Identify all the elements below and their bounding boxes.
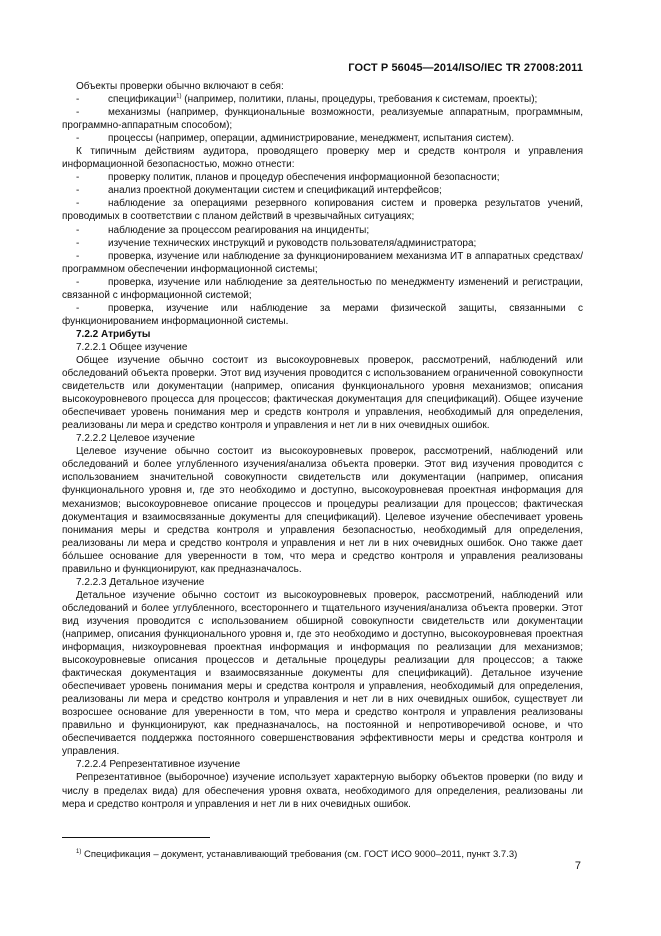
page-content bbox=[62, 80, 583, 811]
footnote-ref: 1) bbox=[176, 93, 182, 100]
document-header: ГОСТ Р 56045—2014/ISO/IEC TR 27008:2011 bbox=[348, 62, 583, 74]
page-number: 7 bbox=[574, 860, 581, 872]
list-item: - спецификации$^{1)}$ (например, политики, планы, процедуры, требования к системам, проекты); bbox=[76, 93, 538, 106]
list-dash: - bbox=[76, 302, 80, 314]
footnote: $^{1)}$ Спецификация – документ, устанавливающий требования (см. ГОСТ ИСО 9000–2011, пункт 3.7.3) bbox=[76, 848, 518, 860]
list-item: - наблюдение за процессом реагирования на инциденты; bbox=[76, 224, 370, 236]
footnote-divider bbox=[62, 837, 210, 838]
list-item: - анализ проектной документации систем и спецификаций интерфейсов; bbox=[76, 185, 442, 197]
list-dash: - bbox=[76, 172, 80, 184]
list-dash: - bbox=[76, 237, 80, 249]
subsection-title: 7.2.2.3 Детальное изучение bbox=[76, 576, 205, 588]
list-dash: - bbox=[76, 198, 80, 210]
list-item: - механизмы (например, функциональные возможности, реализуемые аппаратным, программным, программно-аппаратным способом); bbox=[62, 107, 583, 132]
paragraph: Общее изучение обычно состоит из высокоуровневых проверок, рассмотрений, наблюдений или обследований объекта проверки. Этот вид изучения проводится с использованием ограниченной совокупности свидетельств или документации (например, описания функционального уровня механизмов; описания высокоуровневого процесса для процессов; фактическая документация для спецификаций). Общее изучение обеспечивает уровень понимания мер и средств контроля и управления, необходимый для определения, реализованы ли мера и средство контроля и управления и нет ли в них очевидных ошибок. bbox=[62, 354, 583, 432]
subsection-title: 7.2.2.2 Целевое изучение bbox=[76, 433, 195, 445]
paragraph: Детальное изучение обычно состоит из высокоуровневых проверок, рассмотрений, наблюдений или обследований и более углубленного, всестороннего и тщательного изучения/анализа объекта проверки. Этот вид изучения проводится с использованием обширной совокупности свидетельств или документации (например, описания функционального уровня и, где это необходимо и доступно, высокоуровневая проектная информация, низкоуровневая проектная информация и информация по реализации для механизмов; высокоуровневые описания процессов и детальные процедуры реализации для процессов; а также фактическая документация и взаимосвязанные документы для спецификаций). Детальное изучение обеспечивает уровень понимания меры и средства контроля и управления, необходимый для определения, реализованы ли мера и средство контроля и управления и нет ли в них очевидных ошибок, существует ли возросшее основание для уверенности в том, что мера и средство контроля и управления реализованы правильно и функционируют, как предназначалось, на постоянной и непротиворечивой основе, и что обеспечивается поддержка постоянного совершенствования эффективности меры и средства контроля и управления. bbox=[62, 589, 583, 758]
list-item: - проверка, изучение или наблюдение за функционированием механизма ИТ в аппаратных средствах/программном обеспечении информационной системы; bbox=[62, 250, 583, 275]
footnote-mark: 1) bbox=[76, 848, 82, 855]
list-item: - наблюдение за операциями резервного копирования систем и проверка результатов учений, проводимых в соответствии с планом действий в чрезвычайных ситуациях; bbox=[62, 198, 583, 223]
list-item: - проверка, изучение или наблюдение за деятельностью по менеджменту изменений и регистрации, связанной с информационной системой; bbox=[62, 276, 583, 301]
list-item: - изучение технических инструкций и руководств пользователя/администратора; bbox=[76, 237, 477, 249]
subsection-title: 7.2.2.1 Общее изучение bbox=[76, 341, 188, 353]
subsection-title: 7.2.2.4 Репрезентативное изучение bbox=[76, 759, 241, 771]
list-dash: - bbox=[76, 133, 80, 145]
actions-intro: К типичным действиям аудитора, проводящего проверку мер и средств контроля и управления информационной безопасностью, можно отнести: bbox=[62, 146, 583, 171]
list-dash: - bbox=[76, 107, 80, 119]
paragraph: Репрезентативное (выборочное) изучение использует характерную выборку объектов проверки (по виду и числу в пределах вида) для обеспечения уровня охвата, необходимого для определения, реализованы ли мера и средство контроля и управления и нет ли в них очевидных ошибок. bbox=[62, 772, 583, 810]
list-dash: - bbox=[76, 185, 80, 197]
list-item: - проверку политик, планов и процедур обеспечения информационной безопасности; bbox=[76, 172, 500, 184]
section-heading: 7.2.2 Атрибуты bbox=[76, 328, 151, 340]
list-item: - проверка, изучение или наблюдение за мерами физической защиты, связанными с функционированием информационной системы. bbox=[62, 302, 583, 327]
list-dash: - bbox=[76, 224, 80, 236]
list-dash: - bbox=[76, 250, 80, 262]
objects-intro: Объекты проверки обычно включают в себя: bbox=[76, 81, 284, 92]
list-item: - процессы (например, операции, администрирование, менеджмент, испытания систем). bbox=[76, 133, 515, 145]
paragraph: Целевое изучение обычно состоит из высокоуровневых проверок, рассмотрений, наблюдений или обследований и более углубленного изучения/анализа объекта проверки. Этот вид изучения проводится с использованием значительной совокупности свидетельств или документации (например, описания функционального уровня и, где это необходимо и доступно, высокоуровневая проектная информация для механизмов; высокоуровневое описание процессов и процедуры реализации для процессов; фактическая документация и взаимосвязанные документы для спецификаций). Целевое изучение обеспечивает уровень понимания меры и средства контроля и управления безопасностью, необходимый для определения, реализованы ли мера и средство контроля и управления и нет ли в них очевидных ошибок. Оно также дает бóльшее основание для уверенности в том, что мера и средство контроля и управления реализованы правильно и функционируют, как предназначалось. bbox=[62, 446, 583, 575]
list-dash: - bbox=[76, 276, 80, 288]
list-dash: - bbox=[76, 94, 80, 106]
